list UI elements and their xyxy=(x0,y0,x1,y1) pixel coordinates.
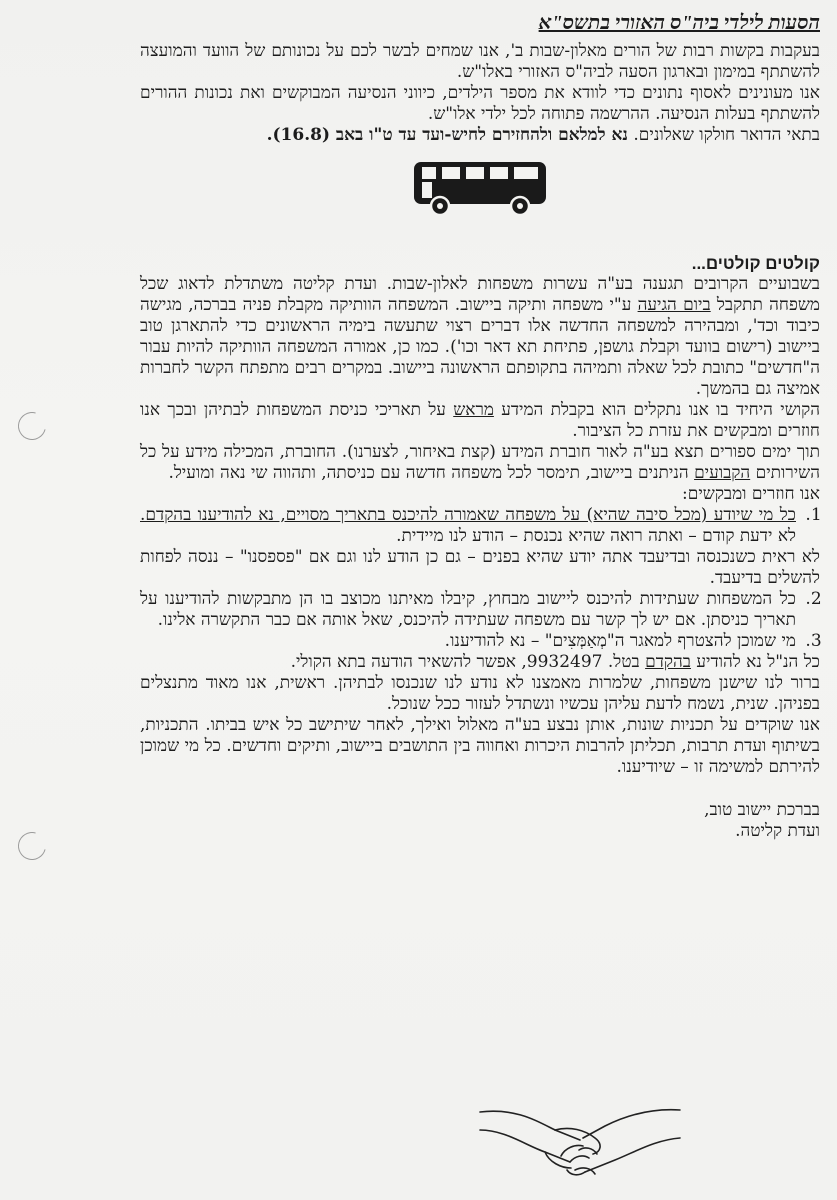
transport-paragraph-1: בעקבות בקשות רבות של הורים מאלון-שבות ב', אנו שמחים לבשר לכם על נכונותם של הוועד והמועצה להשתתף במימון ובארגון הסעה לביה"ס האזורי באלו"ש. xyxy=(140,41,820,82)
signature-line-1: בברכת יישוב טוב, xyxy=(704,800,820,820)
signature-block xyxy=(140,800,820,842)
abs-p2-b: על תאריכי כניסת המשפחות לבתיהן ובכך אנו חוזרים ומבקשים את עזרת כל הציבור. xyxy=(140,400,820,441)
abs-p3-b: הניתנים ביישוב, תימסר לכל משפחה חדשה עם כניסתה, ותהווה שי נאה ומועיל. xyxy=(168,463,695,483)
abs-p5-b: בטל. 9932497, אפשר להשאיר הודעה בתא הקולי. xyxy=(290,652,646,672)
absorption-paragraph-5 xyxy=(140,652,820,673)
bus-illustration xyxy=(140,158,820,220)
abs-p3-underline: הקבועים xyxy=(694,463,751,483)
abs-p1-b: ע"י משפחה ותיקה ביישוב. המשפחה הוותיקה מקבלת פניה בברכה, מגישה כיבוד וכד', ומבהירה למשפחה החדשה אלו דברים רצוי שתעשה בימיה הראשונים כדי להתארגן טוב ביישוב (רישום בוועד וקבלת גושפן, פתיחת תא דאר וכו'). כמו כן, אמורה המשפחה הוותיקה להיות עבור ה"חדשים" כתובת לכל שאלה ותמיהה בתקופתם הראשונה ביישוב. במקרים רבים מתפתח הקשר לחברות אמיצה גם בהמשך. xyxy=(140,295,820,399)
requests-list xyxy=(140,505,820,652)
abs-p5-a: כל הנ"ל נא להודיע xyxy=(690,652,820,672)
absorption-paragraph-2 xyxy=(140,400,820,442)
transport-paragraph-3 xyxy=(140,125,820,146)
abs-p2-a: הקושי היחיד בו אנו נתקלים הוא בקבלת המידע xyxy=(493,400,820,420)
signature-line-2: ועדת קליטה. xyxy=(735,821,820,841)
transport-deadline: נא למלאם ולהחזירם לחיש-ועד עד ט"ו באב (16.8). xyxy=(266,125,628,145)
punch-hole xyxy=(13,407,51,445)
list-item: 2. כל המשפחות שעתידות להיכנס ליישוב מבחוץ, קיבלו מאיתנו מכוצב בו הן מתבקשות להודיענו על תאריך כניסתן. אם יש לך קשר עם משפחה שעתידה להיכנס, שאל אותה אם כבר התקשרה אלינו. xyxy=(140,589,800,631)
absorption-title: קולטים קולטים... xyxy=(691,254,820,273)
abs-p5-underline: בהקדם xyxy=(645,652,691,672)
handshake-icon xyxy=(475,1090,685,1185)
punch-hole xyxy=(13,827,51,865)
transport-p3-start: בתאי הדואר חולקו שאלונים. xyxy=(627,125,820,145)
item1-rest: לא ידעת קודם – ואתה רואה שהיא נכנסת – הודע לנו מיידית. xyxy=(396,526,796,546)
absorption-paragraph-4: אנו חוזרים ומבקשים: xyxy=(681,484,820,504)
abs-p3-a: תוך ימים ספורים תצא בע"ה לאור חוברת המידע (קצת באיחור, לצערנו). החוברת, המכילה מידע על כל השירותים xyxy=(140,442,820,483)
bus-icon xyxy=(410,158,550,218)
document-body xyxy=(140,12,820,842)
list-item xyxy=(140,505,820,589)
abs-p1-a: בשבועיים הקרובים תגענה בע"ה עשרות משפחות לאלון-שבות. ועדת קליטה משתדלת לדאוג שכל משפחה תתקבל xyxy=(140,274,820,315)
abs-p1-underline: ביום הגיעה xyxy=(637,295,711,315)
transport-paragraph-2: אנו מעונינים לאסוף נתונים כדי לוודא את מספר הילדים, כיווני הנסיעה המבוקשים ואת נכונות ההורים להשתתף בעלות הנסיעה. ההרשמה פתוחה לכל ילדי אלו"ש. xyxy=(140,83,820,124)
absorption-paragraph-6: ברור לנו שישנן משפחות, שלמרות מאמצנו לא נודע לנו שנכנסו לבתיהן. ראשית, אנו מאוד מתנצלים בפניהן. שנית, נשמח לדעת עליהן עכשיו ונשתדל לעזור ככל שנוכל. xyxy=(140,673,820,714)
absorption-paragraph-1 xyxy=(140,274,820,400)
abs-p2-underline: מראש xyxy=(453,400,494,420)
list-item: 3. מי שמוכן להצטרף למאגר ה"מְאַמְּצִים" – נא להודיענו. xyxy=(140,631,800,652)
item1-underline: כל מי שיודע (מכל סיבה שהיא) על משפחה שאמורה להיכנס בתאריך מסויים, נא להודיענו בהקדם. xyxy=(140,505,796,525)
page-title: הסעות לילדי ביה"ס האזורי בתשס"א xyxy=(538,12,820,34)
item1-extra: לא ראית כשנכנסה ובדיעבד אתה יודע שהיא בפנים – גם כן הודע לנו וגם אם "פספסנו" – ננסה לפחות להשלים בדיעבד. xyxy=(140,547,820,588)
absorption-paragraph-7: אנו שוקדים על תכניות שונות, אותן נבצע בע"ה מאלול ואילך, לאחר שיתישב כל איש בביתו. התכניות, בשיתוף ועדת תרבות, תכליתן להרבות היכרות ואחווה בין התושבים ביישוב, ותיקים וחדשים. כל מי שמוכן להירתם למשימה זו – שיודיענו. xyxy=(140,715,820,777)
absorption-paragraph-3 xyxy=(140,442,820,484)
